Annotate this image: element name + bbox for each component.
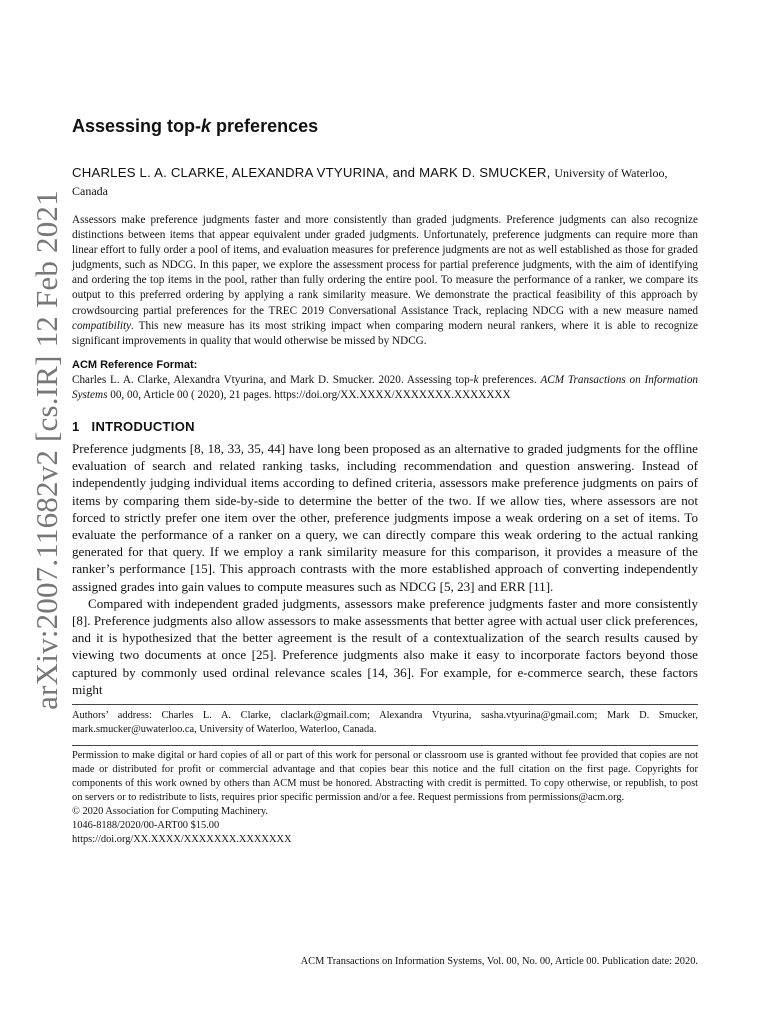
acm-ref-mid: preferences.: [478, 373, 541, 386]
paper-title: [72, 116, 698, 137]
section-title: INTRODUCTION: [91, 419, 195, 435]
issn-line: 1046-8188/2020/00-ART00 $15.00: [72, 820, 220, 832]
acm-ref-details: 00, 00, Article 00 ( 2020), 21 pages. https://doi.org/XX.XXXX/XXXXXXX.XXXXXXX: [107, 388, 511, 401]
acm-ref-k: k: [473, 373, 479, 386]
authors-address-footnote: Authors’ address: Charles L. A. Clarke, claclark@gmail.com; Alexandra Vtyurina, sasha.vtyurina@gmail.com; Mark D. Smucker, mark.smucker@uwaterloo.ca, University of Waterloo, Waterloo, Canada.: [72, 710, 698, 736]
body-paragraph: Preference judgments [8, 18, 33, 35, 44] have long been proposed as an alternative to graded judgments for the offline evaluation of search and related ranking tasks, including recommendation and question answering. Instead of independently judging individual items according to defined criteria, assessors make preference judgments on pairs of items by comparing them side-by-side to determine the better of the two. If we allow ties, where assessors are not forced to strictly prefer one item over the other, preference judgments impose a weak ordering on a set of items. To evaluate the performance of a ranker on a query, we can directly compare this weak ordering to the actual ranking generated for that query. If we employ a rank similarity measure for this comparison, it provides a measure of the ranker’s performance [15]. This approach contrasts with the more established approach of converting independently assigned grades into gain values to compute measures such as NDCG [5, 23] and ERR [11].: [72, 441, 698, 594]
acm-ref-authors: Charles L. A. Clarke, Alexandra Vtyurina, and Mark D. Smucker. 2020. Assessing top-: [72, 373, 474, 386]
doi-line: https://doi.org/XX.XXXX/XXXXXXX.XXXXXXX: [72, 834, 292, 846]
abstract-text-end: . This new measure has its most striking impact when comparing modern neural rankers, where it is able to recognize significant improvements in quality that would otherwise be missed by NDCG.: [72, 319, 698, 347]
abstract: [72, 213, 698, 349]
acm-reference-citation: [72, 373, 698, 403]
paper-first-page: [72, 116, 698, 847]
body-paragraph: Compared with independent graded judgments, assessors make preference judgments faster and more consistently [8]. Preference judgments also allow assessors to make assessments that better agree with actual user click preferences, and it is hypothesized that the better agreement is the result of a contextualization of the search results caused by viewing two documents at once [25]. Preference judgments also make it easy to incorporate factors beyond those captured by commonly used ordinal relevance scales [14, 36]. For example, for e-commerce search, these factors might: [72, 595, 698, 697]
footnote-divider: [72, 704, 698, 705]
acm-reference-heading: ACM Reference Format:: [72, 358, 198, 371]
running-footer: ACM Transactions on Information Systems, Vol. 00, No. 00, Article 00. Publication date: 2020.: [300, 956, 698, 967]
title-k: k: [201, 116, 212, 136]
acm-ref-journal: ACM Transactions on Information Systems: [72, 373, 699, 401]
title-text-pre: Assessing top-: [72, 116, 202, 136]
abstract-emphasis: compatibility: [72, 319, 132, 332]
copyright-line: © 2020 Association for Computing Machinery.: [72, 806, 268, 818]
permission-notice: Permission to make digital or hard copies of all or part of this work for personal or classroom use is granted without fee provided that copies are not made or distributed for profit or commercial advantage and that copies bear this notice and the full citation on the first page. Copyrights for components of this work owned by others than ACM must be honored. Abstracting with credit is permitted. To copy otherwise, or republish, to post on servers or to redistribute to lists, requires prior specific permission and/or a fee. Request permissions from permissions@acm.org.: [72, 750, 698, 804]
abstract-text: Assessors make preference judgments faster and more consistently than graded judgments. Preference judgments can also recognize distinctions between items that appear equivalent under graded judgments. Unfortunately, preference judgments can require more than linear effort to fully order a pool of items, and evaluation measures for preference judgments are not as well established as those for graded judgments, such as NDCG. In this paper, we explore the assessment process for partial preference judgments, with the aim of identifying and ordering the top items in the pool, rather than fully ordering the entire pool. To measure the performance of a ranker, we compare its output to this preferred ordering by applying a rank similarity measure. We demonstrate the practical feasibility of this approach by crowdsourcing partial preferences for the TREC 2019 Conversational Assistance Track, replacing NDCG with a new measure named: [72, 214, 698, 317]
title-text-post: preferences: [211, 116, 319, 136]
section-number: 1: [72, 419, 80, 435]
author-names: CHARLES L. A. CLARKE, ALEXANDRA VTYURINA, and MARK D. SMUCKER,: [72, 165, 551, 180]
author-affiliation: University of Waterloo, Canada: [72, 166, 668, 198]
arxiv-identifier-stamp: arXiv:2007.11682v2 [cs.IR] 12 Feb 2021: [29, 190, 64, 710]
section-heading-introduction: [72, 419, 698, 434]
author-list: [72, 164, 698, 200]
permission-divider: [72, 745, 698, 746]
